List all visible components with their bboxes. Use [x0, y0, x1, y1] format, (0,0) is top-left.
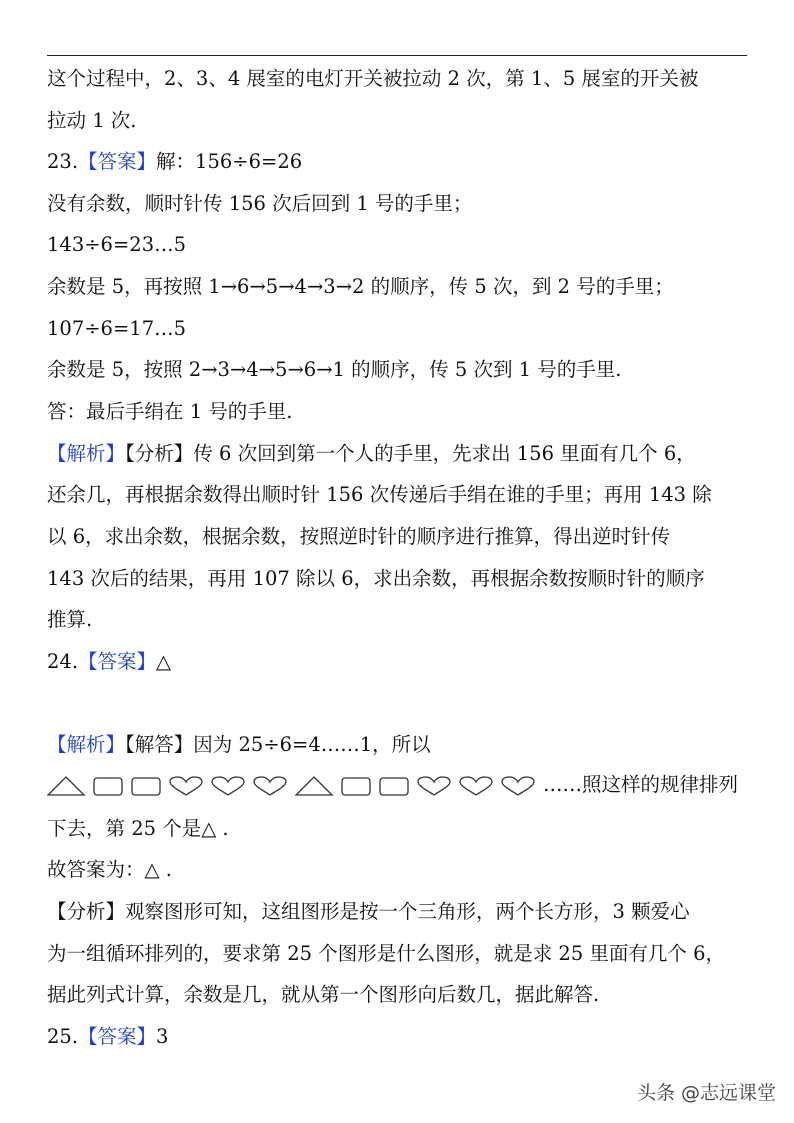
rectangle-shape	[132, 778, 160, 795]
rectangle-shape	[342, 778, 370, 795]
text-line: 推算.	[47, 608, 93, 631]
triangle-shape	[48, 777, 84, 795]
answer-text: 解：156÷6=26	[156, 150, 303, 173]
analysis-line	[47, 732, 431, 758]
heart-shape	[212, 777, 244, 795]
text-line: 还余几，再根据余数得出顺时针 156 次传递后手绢在谁的手里；再用 143 除	[47, 483, 712, 506]
answer-text: 3	[156, 1025, 169, 1048]
answer-tag: 【答案】	[78, 1025, 157, 1048]
text-line: 故答案为：△ .	[47, 858, 172, 881]
formula-line: 107÷6=17…5	[47, 317, 187, 340]
question-23-line	[47, 149, 302, 175]
question-number: 25.	[47, 1025, 79, 1048]
shape-sequence-svg	[47, 774, 539, 798]
question-24-line	[47, 649, 171, 675]
text-line: 没有余数，顺时针传 156 次后回到 1 号的手里；	[47, 192, 473, 215]
heart-shape	[170, 777, 202, 795]
text-line: 据此列式计算，余数是几，就从第一个图形向后数几，据此解答.	[47, 983, 600, 1006]
text-line: 余数是 5，按照 2→3→4→5→6→1 的顺序，传 5 次到 1 号的手里.	[47, 358, 622, 381]
header-rule	[47, 55, 747, 56]
analysis-tag: 【解析】	[47, 733, 126, 756]
question-number: 23.	[47, 150, 79, 173]
analysis-tag: 【解析】	[47, 442, 126, 465]
triangle-shape	[296, 777, 332, 795]
text-line: 余数是 5，再按照 1→6→5→4→3→2 的顺序，传 5 次，到 2 号的手里；	[47, 275, 674, 298]
analysis-text: 【解答】因为 25÷6=4……1，所以	[125, 733, 431, 756]
text-line: 下去，第 25 个是△ .	[47, 817, 229, 840]
text-line-1: 这个过程中，2、3、4 展室的电灯开关被拉动 2 次，第 1、5 展室的开关被	[47, 67, 699, 90]
question-number: 24.	[47, 650, 79, 673]
text-line: 以 6，求出余数，根据余数，按照逆时针的顺序进行推算，得出逆时针传	[47, 525, 671, 548]
heart-shape	[502, 777, 534, 795]
heart-shape	[254, 777, 286, 795]
heart-shape	[460, 777, 492, 795]
shape-sequence	[47, 774, 539, 798]
heart-shape	[418, 777, 450, 795]
watermark: 头条 @志远课堂	[636, 1082, 776, 1104]
text-line: 答：最后手绢在 1 号的手里.	[47, 400, 293, 423]
question-25-line	[47, 1024, 168, 1050]
analysis-text: 【分析】传 6 次回到第一个人的手里，先求出 156 里面有几个 6，	[125, 442, 696, 465]
rectangle-shape	[94, 778, 122, 795]
answer-tag: 【答案】	[78, 650, 157, 673]
text-line: 143 次后的结果，再用 107 除以 6，求出余数，再根据余数按顺时针的顺序	[47, 567, 705, 590]
analysis-line	[47, 441, 696, 467]
text-line: 为一组循环排列的，要求第 25 个图形是什么图形，就是求 25 里面有几个 6，	[47, 942, 726, 965]
answer-tag: 【答案】	[78, 150, 157, 173]
formula-line: 143÷6=23…5	[47, 233, 187, 256]
text-line-2: 拉动 1 次.	[47, 109, 137, 132]
answer-text: △	[156, 650, 172, 673]
rectangle-shape	[380, 778, 408, 795]
shape-sequence-tail: ……照这样的规律排列	[543, 773, 739, 796]
text-line: 【分析】观察图形可知，这组图形是按一个三角形，两个长方形，3 颗爱心	[47, 900, 690, 923]
